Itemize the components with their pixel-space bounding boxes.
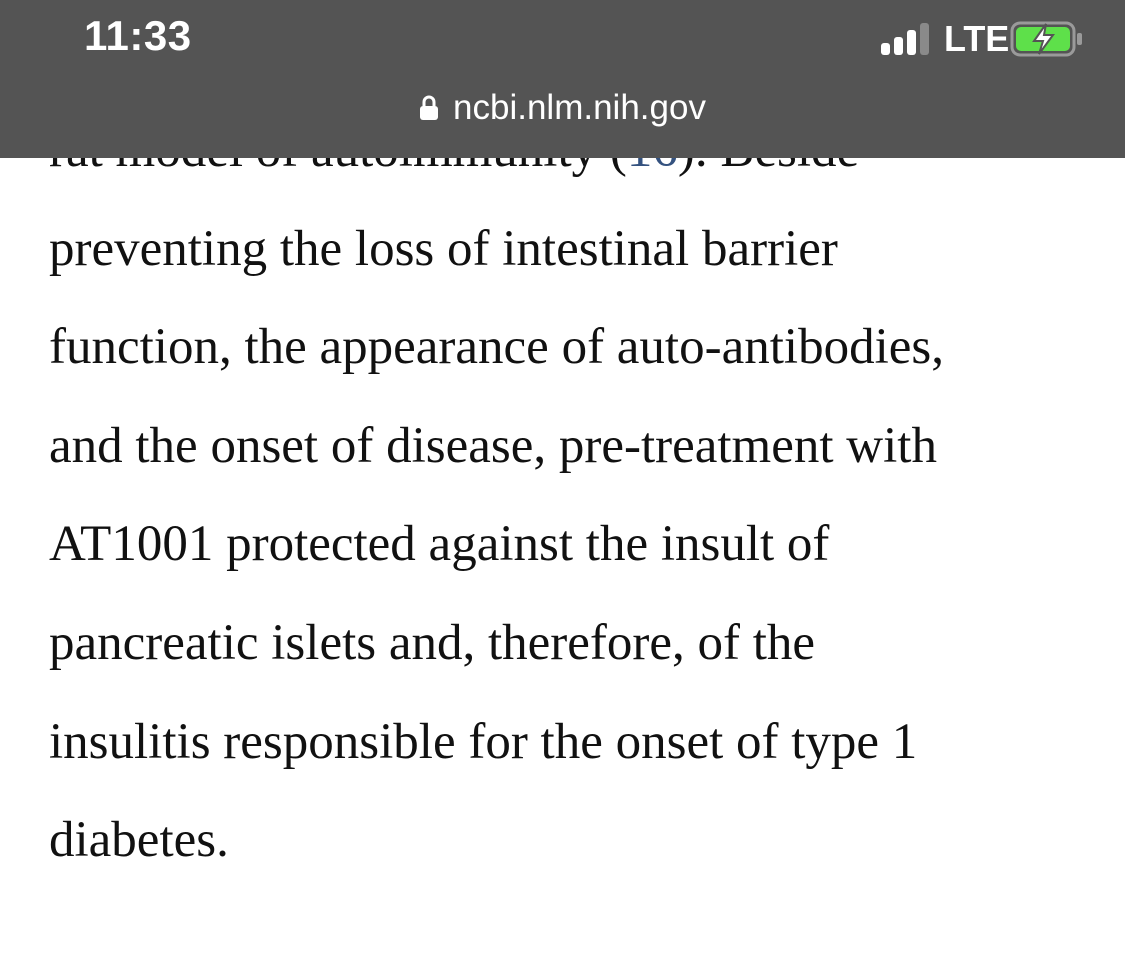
address-bar[interactable] bbox=[0, 88, 1125, 138]
status-time: 11:33 bbox=[84, 12, 192, 59]
network-type: LTE bbox=[944, 18, 1010, 59]
text-line: diabetes. bbox=[49, 812, 229, 869]
text-line: and the onset of disease, pre-treatment with bbox=[49, 417, 937, 474]
text-line: pancreatic islets and, therefore, of the bbox=[49, 614, 816, 671]
article-paragraph bbox=[49, 101, 1089, 890]
text-line: function, the appearance of auto-antibodies, bbox=[49, 319, 944, 376]
lock-icon bbox=[419, 95, 439, 121]
signal-bars-icon bbox=[881, 23, 933, 55]
text-line: insulitis responsible for the onset of type 1 bbox=[49, 713, 918, 770]
status-and-address-bar bbox=[0, 0, 1125, 158]
text-line: AT1001 protected against the insult of bbox=[49, 516, 830, 573]
text-line: preventing the loss of intestinal barrier bbox=[49, 220, 838, 277]
url-text: ncbi.nlm.nih.gov bbox=[453, 88, 706, 127]
battery-charging-icon bbox=[1010, 21, 1084, 57]
